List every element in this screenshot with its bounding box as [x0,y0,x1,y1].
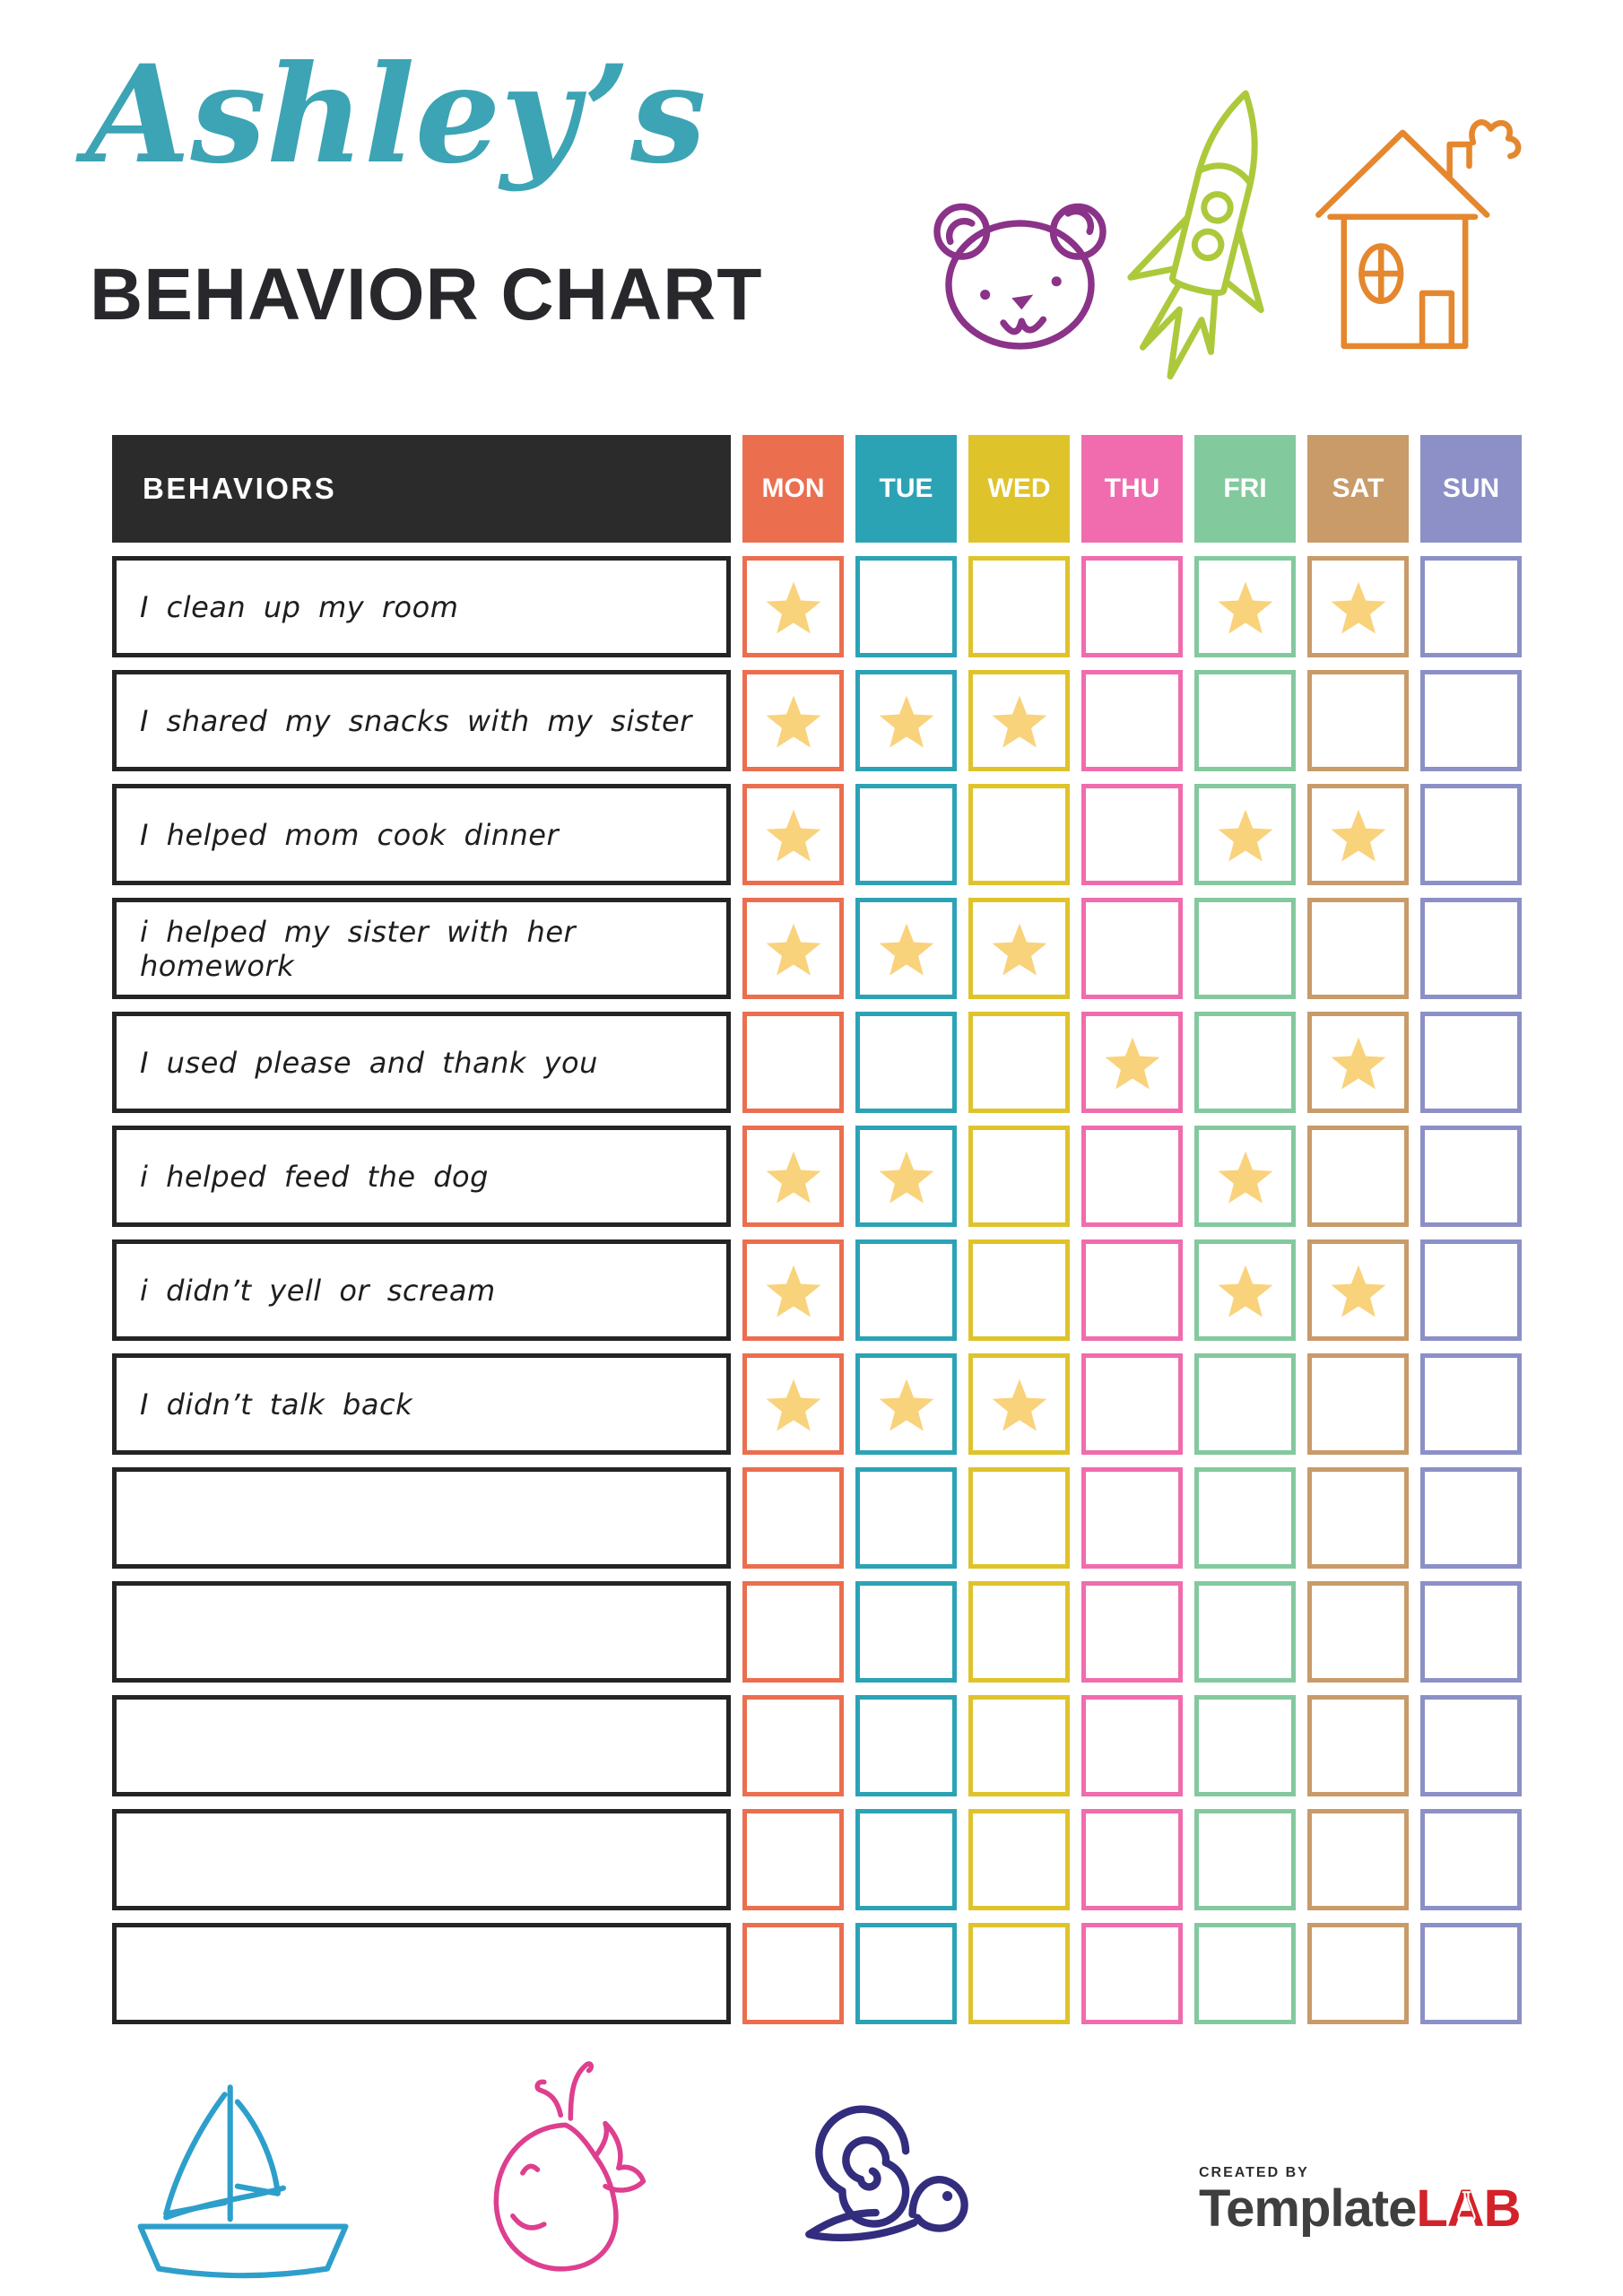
star-icon [765,694,822,750]
page-owner-title: Ashley’s [86,36,707,194]
star-icon [1217,580,1274,636]
behavior-label: I helped mom cook dinner [112,784,731,885]
rocket-icon [1119,79,1294,391]
star-icon [991,1378,1048,1433]
star-icon [765,1378,822,1433]
day-cell-tue[interactable] [855,1126,957,1227]
star-icon [1104,1036,1161,1091]
behavior-label: I clean up my room [112,556,731,657]
day-cell-sun[interactable] [1420,1695,1522,1796]
day-cell-wed[interactable] [968,1353,1070,1455]
day-cell-sat[interactable] [1307,1695,1409,1796]
day-cell-wed[interactable] [968,670,1070,771]
day-cell-tue[interactable] [855,1467,957,1569]
table-row [112,784,1525,885]
table-row [112,898,1525,999]
star-icon [878,1150,935,1205]
day-header-fri: FRI [1194,435,1296,543]
star-icon [1330,1036,1387,1091]
flask-icon [1456,2189,1477,2224]
day-cell-fri[interactable] [1194,556,1296,657]
day-cell-thu[interactable] [1081,1012,1183,1113]
day-cell-mon[interactable] [742,1467,844,1569]
day-cell-sat[interactable] [1307,1012,1409,1113]
day-cell-wed[interactable] [968,1126,1070,1227]
day-header-wed: WED [968,435,1070,543]
day-cell-sun[interactable] [1420,1467,1522,1569]
day-cell-tue[interactable] [855,1695,957,1796]
behavior-label [112,1581,731,1683]
day-cell-wed[interactable] [968,784,1070,885]
day-cell-mon[interactable] [742,898,844,999]
day-header-sat: SAT [1307,435,1409,543]
day-cell-thu[interactable] [1081,670,1183,771]
day-cell-wed[interactable] [968,898,1070,999]
day-cell-fri[interactable] [1194,1012,1296,1113]
brand-primary: Template [1199,2179,1417,2238]
day-cell-wed[interactable] [968,1809,1070,1910]
day-cell-mon[interactable] [742,1923,844,2024]
day-cell-sat[interactable] [1307,1239,1409,1341]
day-cell-thu[interactable] [1081,1695,1183,1796]
behavior-label [112,1695,731,1796]
sailboat-icon [100,2076,386,2287]
day-cell-wed[interactable] [968,1467,1070,1569]
day-cell-wed[interactable] [968,1012,1070,1113]
behavior-label: i didn’t yell or scream [112,1239,731,1341]
table-row [112,1012,1525,1113]
brand-secondary: LAB [1416,2179,1521,2238]
day-cell-tue[interactable] [855,1581,957,1683]
star-icon [765,922,822,978]
day-cell-mon[interactable] [742,1012,844,1113]
day-cell-sat[interactable] [1307,1923,1409,2024]
behavior-label [112,1923,731,2024]
day-cell-mon[interactable] [742,1239,844,1341]
star-icon [765,1150,822,1205]
table-header-row [112,435,1525,543]
star-icon [991,694,1048,750]
day-cell-tue[interactable] [855,1923,957,2024]
star-icon [1330,1264,1387,1319]
behavior-chart-table [112,435,1525,2037]
day-cell-fri[interactable] [1194,670,1296,771]
day-cell-fri[interactable] [1194,1353,1296,1455]
day-cell-sat[interactable] [1307,670,1409,771]
day-cell-sat[interactable] [1307,784,1409,885]
day-cell-fri[interactable] [1194,898,1296,999]
templatelab-logo [1199,2165,1521,2238]
table-row [112,1239,1525,1341]
day-cell-mon[interactable] [742,1695,844,1796]
day-cell-sun[interactable] [1420,1239,1522,1341]
day-header-sun: SUN [1420,435,1522,543]
day-cell-wed[interactable] [968,1581,1070,1683]
star-icon [991,922,1048,978]
day-cell-sun[interactable] [1420,784,1522,885]
star-icon [765,808,822,864]
day-cell-wed[interactable] [968,1239,1070,1341]
day-cell-sun[interactable] [1420,1012,1522,1113]
day-cell-sun[interactable] [1420,556,1522,657]
day-cell-mon[interactable] [742,1126,844,1227]
day-cell-mon[interactable] [742,784,844,885]
day-cell-tue[interactable] [855,1239,957,1341]
day-cell-thu[interactable] [1081,1467,1183,1569]
day-cell-tue[interactable] [855,670,957,771]
day-cell-mon[interactable] [742,1809,844,1910]
day-cell-sat[interactable] [1307,898,1409,999]
table-row [112,1695,1525,1796]
day-cell-fri[interactable] [1194,1467,1296,1569]
day-cell-tue[interactable] [855,1353,957,1455]
star-icon [1217,1264,1274,1319]
table-row [112,1809,1525,1910]
day-cell-tue[interactable] [855,784,957,885]
day-cell-thu[interactable] [1081,1809,1183,1910]
star-icon [878,1378,935,1433]
table-row [112,1467,1525,1569]
day-cell-mon[interactable] [742,1353,844,1455]
table-row [112,1353,1525,1455]
day-cell-tue[interactable] [855,898,957,999]
day-cell-fri[interactable] [1194,1126,1296,1227]
bear-icon [919,190,1121,356]
star-icon [1330,580,1387,636]
day-cell-sat[interactable] [1307,1809,1409,1910]
day-cell-thu[interactable] [1081,1581,1183,1683]
day-cell-thu[interactable] [1081,898,1183,999]
day-cell-thu[interactable] [1081,784,1183,885]
behavior-label [112,1467,731,1569]
day-cell-sun[interactable] [1420,898,1522,999]
table-body [112,556,1525,2024]
star-icon [878,694,935,750]
day-cell-sun[interactable] [1420,1353,1522,1455]
day-cell-sun[interactable] [1420,1923,1522,2024]
day-cell-sat[interactable] [1307,1581,1409,1683]
day-cell-tue[interactable] [855,1809,957,1910]
day-cell-fri[interactable] [1194,1809,1296,1910]
behavior-label: i helped my sister with her homework [112,898,731,999]
star-icon [1217,1150,1274,1205]
behaviors-column-header: BEHAVIORS [112,435,731,543]
table-row [112,1126,1525,1227]
page-title: BEHAVIOR CHART [90,254,763,335]
star-icon [765,580,822,636]
table-row [112,670,1525,771]
behavior-label: I used please and thank you [112,1012,731,1113]
day-cell-sun[interactable] [1420,670,1522,771]
behavior-label [112,1809,731,1910]
day-cell-thu[interactable] [1081,1923,1183,2024]
day-cell-wed[interactable] [968,1923,1070,2024]
day-cell-tue[interactable] [855,556,957,657]
day-cell-sun[interactable] [1420,1809,1522,1910]
snail-icon [751,2108,992,2249]
day-cell-mon[interactable] [742,1581,844,1683]
day-cell-mon[interactable] [742,556,844,657]
day-header-thu: THU [1081,435,1183,543]
day-cell-sun[interactable] [1420,1126,1522,1227]
day-header-tue: TUE [855,435,957,543]
created-by-label: CREATED BY [1199,2165,1309,2180]
day-cell-sun[interactable] [1420,1581,1522,1683]
behavior-label: I didn’t talk back [112,1353,731,1455]
star-icon [1217,808,1274,864]
day-cell-wed[interactable] [968,1695,1070,1796]
table-row [112,556,1525,657]
day-cell-fri[interactable] [1194,1923,1296,2024]
day-cell-sat[interactable] [1307,1126,1409,1227]
day-cell-fri[interactable] [1194,1695,1296,1796]
day-cell-tue[interactable] [855,1012,957,1113]
day-cell-sat[interactable] [1307,556,1409,657]
star-icon [1330,808,1387,864]
day-header-mon: MON [742,435,844,543]
brand-name [1199,2179,1521,2238]
day-cell-wed[interactable] [968,556,1070,657]
star-icon [765,1264,822,1319]
whale-icon [414,2056,724,2287]
day-cell-fri[interactable] [1194,1581,1296,1683]
table-row [112,1581,1525,1683]
day-cell-thu[interactable] [1081,1239,1183,1341]
day-cell-fri[interactable] [1194,1239,1296,1341]
day-cell-fri[interactable] [1194,784,1296,885]
table-row [112,1923,1525,2024]
day-cell-mon[interactable] [742,670,844,771]
day-cell-thu[interactable] [1081,556,1183,657]
day-cell-thu[interactable] [1081,1126,1183,1227]
day-cell-sat[interactable] [1307,1467,1409,1569]
day-cell-thu[interactable] [1081,1353,1183,1455]
star-icon [878,922,935,978]
behavior-label: i helped feed the dog [112,1126,731,1227]
house-icon [1293,103,1528,368]
day-cell-sat[interactable] [1307,1353,1409,1455]
behavior-label: I shared my snacks with my sister [112,670,731,771]
